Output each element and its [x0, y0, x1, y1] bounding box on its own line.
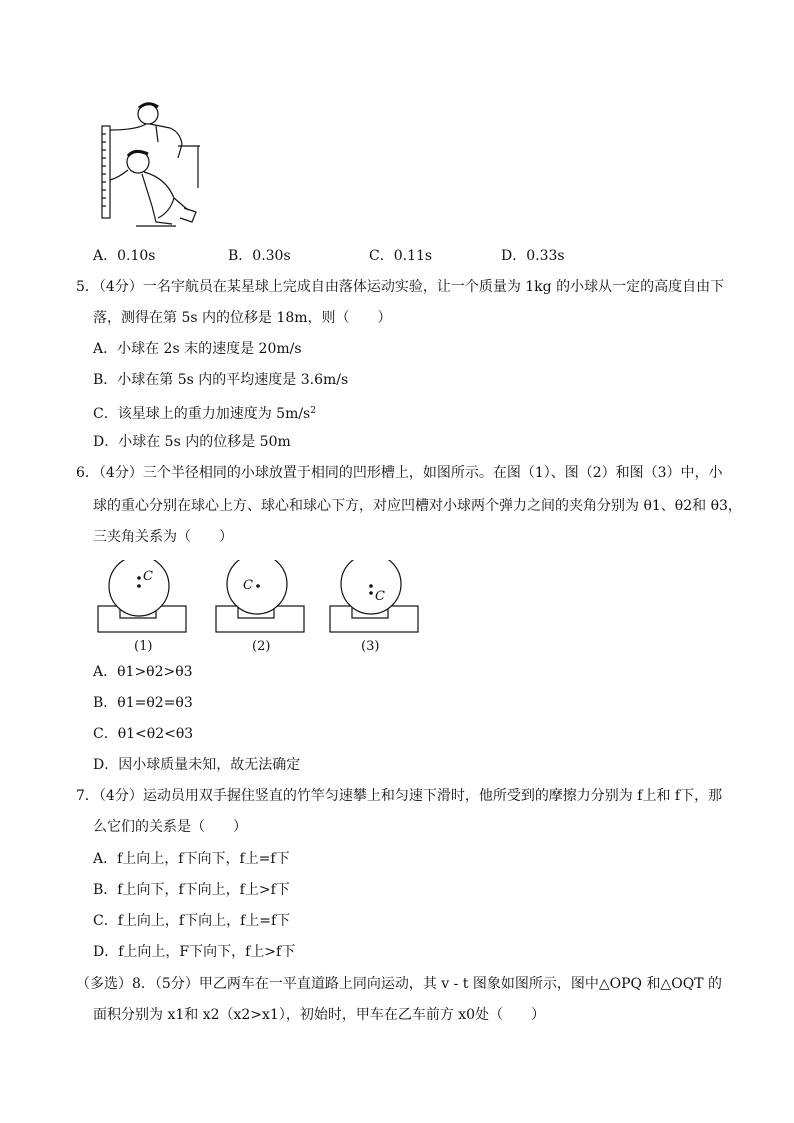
- q5-option-b: B．小球在第 5s 内的平均速度是 3.6m/s: [93, 372, 349, 388]
- q6-fig1-label: C: [143, 569, 153, 584]
- q7-option-a: A．f上向上，f下向下，f上=f下: [93, 851, 290, 867]
- q5-option-c: [93, 401, 316, 424]
- q6-fig2-center-dot: [256, 584, 260, 588]
- q7-option-c: C．f上向上，f下向上，f上=f下: [93, 913, 291, 929]
- q4-option-a: A．0.10s: [93, 248, 156, 264]
- q6-option-b: B．θ1=θ2=θ3: [93, 695, 193, 711]
- q7-stem-line2: 么它们的关系是（ ）: [93, 819, 247, 835]
- q5-option-d: D．小球在 5s 内的位移是 50m: [93, 434, 291, 450]
- q6-stem-line2: 球的重心分别在球心上方、球心和球心下方，对应凹槽对小球两个弹力之间的夹角分别为 θ1、θ2和 θ3，: [93, 498, 742, 514]
- q5-stem-line2: 落，测得在第 5s 内的位移是 18m，则（ ）: [93, 310, 392, 326]
- q5-option-c-exponent: 2: [310, 406, 316, 416]
- reaction-time-illustration: [96, 98, 206, 230]
- q7-stem-line1: 7．（4分）运动员用双手握住竖直的竹竿匀速攀上和匀速下滑时，他所受到的摩擦力分别为 f上和 f下，那: [76, 788, 723, 804]
- q4-option-c: C．0.11s: [369, 248, 433, 264]
- q6-figure-2: [214, 560, 310, 656]
- q6-fig3-label: C: [375, 589, 385, 604]
- q6-fig2-caption: (2): [252, 639, 271, 654]
- q4-option-d: D．0.33s: [501, 248, 565, 264]
- q8-stem-line2: 面积分别为 x1和 x2（x2>x1），初始时，甲车在乙车前方 x0处（ ）: [93, 1007, 546, 1023]
- q6-figure-3: [328, 560, 424, 656]
- q6-fig1-caption: (1): [134, 639, 153, 654]
- q6-stem-line3: 三夹角关系为（ ）: [93, 529, 233, 545]
- q8-stem-line1: （多选）8．（5分）甲乙两车在一平直道路上同向运动，其 v - t 图象如图所示，图中△OPQ 和△OQT 的: [76, 976, 722, 992]
- q6-option-c: C．θ1<θ2<θ3: [93, 726, 194, 742]
- q4-option-b: B．0.30s: [228, 248, 291, 264]
- q6-fig1-gravity-dot: [137, 576, 141, 580]
- q6-fig1-center-dot: [137, 584, 141, 588]
- q6-fig3-caption: (3): [361, 639, 380, 654]
- q5-option-c-text: C．该星球上的重力加速度为 5m/s: [93, 406, 311, 422]
- q5-option-a: A．小球在 2s 末的速度是 20m/s: [93, 341, 302, 357]
- q6-fig3-center-dot: [369, 584, 373, 588]
- q6-stem-line1: 6．（4分）三个半径相同的小球放置于相同的凹形槽上，如图所示。在图（1）、图（2）和图（3）中，小: [76, 465, 723, 481]
- q6-option-d: D．因小球质量未知，故无法确定: [93, 757, 301, 773]
- q5-stem-line1: 5．（4分）一名宇航员在某星球上完成自由落体运动实验，让一个质量为 1kg 的小球从一定的高度自由下: [76, 279, 725, 295]
- q6-figure-1: [96, 560, 192, 656]
- q6-fig3-gravity-dot: [369, 591, 373, 595]
- q6-fig2-label: C: [243, 578, 253, 593]
- q6-fig1-ball: [109, 560, 169, 616]
- q6-option-a: A．θ1>θ2>θ3: [93, 664, 193, 680]
- q7-option-b: B．f上向下，f下向上，f上>f下: [93, 882, 290, 898]
- q7-option-d: D．f上向上，F下向下，f上>f下: [93, 944, 296, 960]
